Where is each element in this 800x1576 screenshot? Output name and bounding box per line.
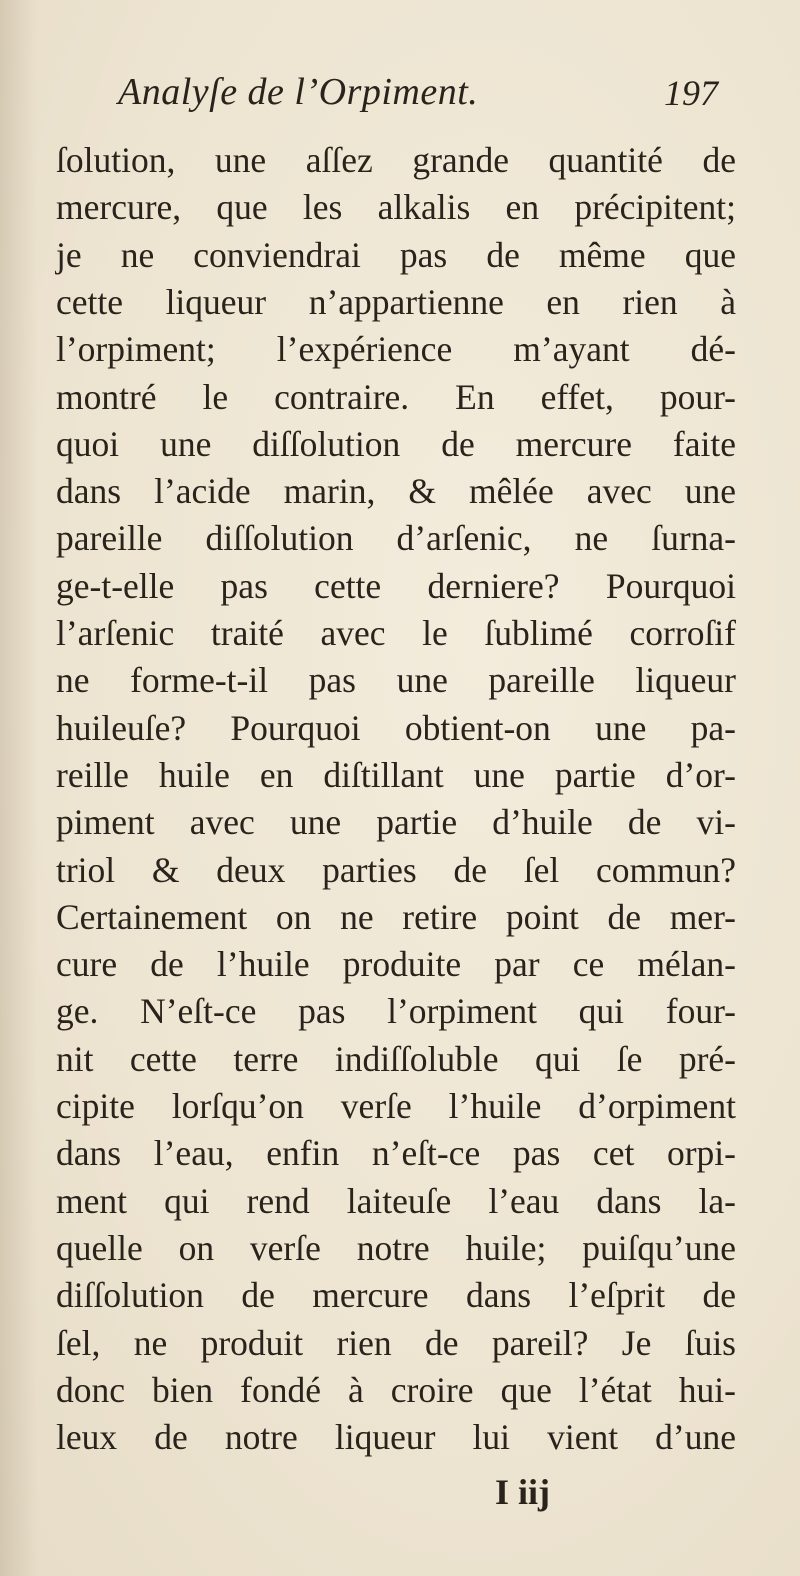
text-line: ment qui rend laiteuſe l’eau dans la- <box>56 1180 736 1221</box>
text-line: donc bien fondé à croire que l’état hui- <box>56 1369 736 1410</box>
text-line: triol & deux parties de ſel commun? <box>56 849 736 890</box>
text-line: ge. N’eſt-ce pas l’orpiment qui four- <box>56 991 736 1032</box>
text-line: quelle on verſe notre huile; puiſqu’une <box>56 1227 736 1268</box>
text-line: dans l’eau, enfin n’eſt-ce pas cet orpi- <box>56 1133 736 1174</box>
text-line: dans l’acide marin, & mêlée avec une <box>56 471 736 512</box>
text-line: l’orpiment; l’expérience m’ayant dé- <box>56 329 736 370</box>
text-line: reille huile en diſtillant une partie d’or- <box>56 754 736 795</box>
text-line: je ne conviendrai pas de même que <box>56 234 736 275</box>
text-line: cette liqueur n’appartienne en rien à <box>56 281 736 322</box>
text-line: pareille diſſolution d’arſenic, ne ſurna- <box>56 518 736 559</box>
text-line: ſel, ne produit rien de pareil? Je ſuis <box>56 1322 736 1363</box>
text-line: diſſolution de mercure dans l’eſprit de <box>56 1275 736 1316</box>
text-line: l’arſenic traité avec le ſublimé corroſif <box>56 613 736 653</box>
text-line: montré le contraire. En effet, pour- <box>56 376 736 417</box>
text-line: piment avec une partie d’huile de vi- <box>56 802 736 843</box>
page-gutter-shadow <box>0 0 38 1576</box>
text-line: leux de notre liqueur lui vient d’une <box>56 1417 736 1458</box>
text-line: ge-t-elle pas cette derniere? Pourquoi <box>56 565 736 606</box>
page-header <box>118 70 718 130</box>
text-line: cure de l’huile produite par ce mélan- <box>56 944 736 985</box>
text-line: mercure, que les alkalis en précipitent; <box>56 187 736 228</box>
text-line: ſolution, une aſſez grande quantité de <box>56 140 736 180</box>
running-title: Analyſe de l’Orpiment. <box>118 71 479 113</box>
signature-mark: I iij <box>494 1472 550 1512</box>
text-line: huileuſe? Pourquoi obtient-on une pa- <box>56 707 736 748</box>
text-line: nit cette terre indiſſoluble qui ſe pré- <box>56 1038 736 1079</box>
text-line: quoi une diſſolution de mercure faite <box>56 423 736 464</box>
text-line: ne forme-t-il pas une pareille liqueur <box>56 660 736 701</box>
page-number: 197 <box>664 73 718 113</box>
text-line: Certainement on ne retire point de mer- <box>56 896 736 937</box>
text-line: cipite lorſqu’on verſe l’huile d’orpiment <box>56 1086 736 1126</box>
signature-mark-row <box>0 1470 800 1514</box>
